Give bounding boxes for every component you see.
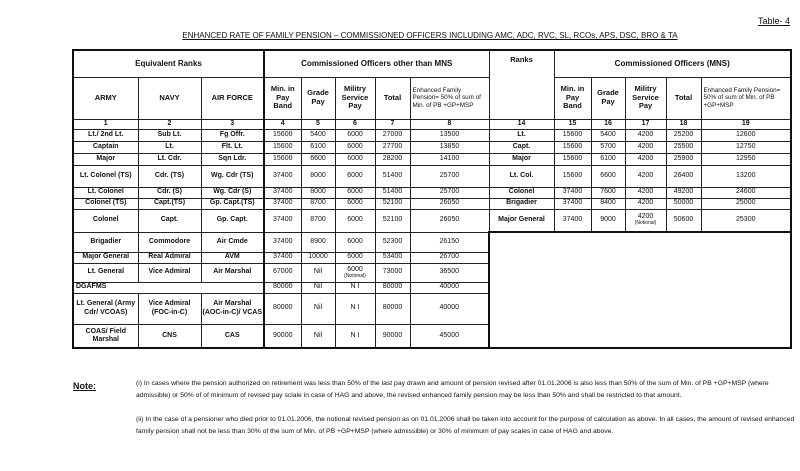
air-force-rank: Wg. Cdr (TS)	[201, 165, 264, 187]
mns-msp-value: 4200	[637, 213, 654, 221]
grade-pay: 8900	[301, 232, 335, 252]
msp: 6000	[335, 209, 375, 232]
col-mns-msp: Militry Service Pay	[625, 77, 666, 119]
enhanced-pension: 40000	[410, 293, 489, 324]
col-grade-pay: Grade Pay	[301, 77, 335, 119]
navy-rank: Sub Lt.	[138, 129, 201, 141]
mns-msp: 4200	[625, 129, 666, 141]
total: 80000	[375, 293, 410, 324]
enhanced-pension: 13850	[410, 141, 489, 153]
grade-pay: Nil	[301, 282, 335, 293]
air-force-rank: Gp. Capt.(TS)	[201, 198, 264, 209]
grade-pay: 8000	[301, 165, 335, 187]
dgafms-label: DGAFMS	[73, 282, 264, 293]
army-rank: Lt. Colonel (TS)	[73, 165, 138, 187]
mns-msp	[625, 209, 666, 232]
total: 73000	[375, 263, 410, 282]
col-number: 19	[701, 119, 791, 129]
table-row	[73, 198, 791, 209]
air-force-rank: Air Cmde	[201, 232, 264, 252]
msp: 6000	[335, 232, 375, 252]
mns-min-pay-band: 15600	[554, 165, 591, 187]
grade-pay: 10000	[301, 252, 335, 263]
table-row	[73, 232, 791, 252]
note-item: (i) In cases where the pension authorized on retirement was less than 50% of the last pay drawn and amount of pension revised after 01.01.2006 is also less than 50% of the sum of Min. of PB +GP+MSP (where admissible) or 50% of of minimum of revised pay sclale in case of HAG and above, the revised enhanced family pension may be less than 50% and shall be restricted to that amount.	[136, 380, 769, 399]
min-pay-band: 37400	[264, 209, 301, 232]
enhanced-pension: 26050	[410, 198, 489, 209]
col-mns-total: Total	[666, 77, 701, 119]
notional-note: (Notional)	[344, 272, 366, 279]
col-number: 4	[264, 119, 301, 129]
table-row	[73, 129, 791, 141]
msp: 6000	[335, 252, 375, 263]
mns-enhanced-pension: 24600	[701, 187, 791, 198]
army-rank: Colonel (TS)	[73, 198, 138, 209]
min-pay-band: 80000	[264, 282, 301, 293]
header-non-mns: Commissioned Officers other than MNS	[264, 50, 489, 77]
col-mns-min-pay-band: Min. in Pay Band	[554, 77, 591, 119]
total: 53400	[375, 252, 410, 263]
air-force-rank: Air Marshal (AOC-in-C)/ VCAS	[201, 293, 264, 324]
mns-min-pay-band: 15600	[554, 129, 591, 141]
notional-note: (Notional)	[634, 220, 657, 227]
army-rank: Captain	[73, 141, 138, 153]
navy-rank: Real Admiral	[138, 252, 201, 263]
navy-rank: Vice Admiral (FOC-in-C)	[138, 293, 201, 324]
min-pay-band: 37400	[264, 252, 301, 263]
min-pay-band: 80000	[264, 293, 301, 324]
table-row	[73, 141, 791, 153]
col-navy: NAVY	[138, 77, 201, 119]
note-label: Note:	[73, 381, 96, 391]
enhanced-pension: 14100	[410, 153, 489, 165]
mns-grade-pay: 7600	[591, 187, 625, 198]
mns-grade-pay: 5700	[591, 141, 625, 153]
col-msp: Militry Service Pay	[335, 77, 375, 119]
army-rank: COAS/ Field Marshal	[73, 324, 138, 348]
page-title: ENHANCED RATE OF FAMILY PENSION – COMMISSIONED OFFICERS INCLUDING AMC, ADC, RVC, SL, RCOs, APS, DSC, BRO & TA	[182, 31, 678, 40]
msp: 6000	[335, 129, 375, 141]
mns-total: 50600	[666, 209, 701, 232]
grade-pay: 8000	[301, 187, 335, 198]
mns-total: 25500	[666, 141, 701, 153]
mns-msp: 4200	[625, 141, 666, 153]
mns-msp: 4200	[625, 198, 666, 209]
mns-min-pay-band: 37400	[554, 198, 591, 209]
msp: 6000	[335, 187, 375, 198]
navy-rank: Capt.	[138, 209, 201, 232]
enhanced-pension: 26050	[410, 209, 489, 232]
mns-min-pay-band: 37400	[554, 187, 591, 198]
col-number: 17	[625, 119, 666, 129]
total: 51400	[375, 187, 410, 198]
navy-rank: Capt.(TS)	[138, 198, 201, 209]
mns-grade-pay: 6100	[591, 153, 625, 165]
enhanced-pension: 40000	[410, 282, 489, 293]
grade-pay: 8700	[301, 198, 335, 209]
navy-rank: Cdr. (TS)	[138, 165, 201, 187]
col-number: 15	[554, 119, 591, 129]
army-rank: Lt. General (Army Cdr/ VCOAS)	[73, 293, 138, 324]
min-pay-band: 90000	[264, 324, 301, 348]
col-mns-grade-pay: Grade Pay	[591, 77, 625, 119]
grade-pay: 8700	[301, 209, 335, 232]
mns-min-pay-band: 37400	[554, 209, 591, 232]
total: 27700	[375, 141, 410, 153]
msp: 6000	[335, 153, 375, 165]
table-row	[73, 165, 791, 187]
empty-mns-area	[489, 232, 791, 348]
air-force-rank: Sqn Ldr.	[201, 153, 264, 165]
min-pay-band: 15600	[264, 153, 301, 165]
col-number: 6	[335, 119, 375, 129]
column-number-row	[73, 119, 791, 129]
mns-enhanced-pension: 25000	[701, 198, 791, 209]
enhanced-pension: 45000	[410, 324, 489, 348]
msp: 6000	[335, 141, 375, 153]
min-pay-band: 37400	[264, 198, 301, 209]
table-row	[73, 153, 791, 165]
col-number: 16	[591, 119, 625, 129]
grade-pay: Nil	[301, 324, 335, 348]
mns-rank: Brigadier	[489, 198, 554, 209]
min-pay-band: 67000	[264, 263, 301, 282]
col-number: 1	[73, 119, 138, 129]
navy-rank: Cdr. (S)	[138, 187, 201, 198]
enhanced-pension: 26150	[410, 232, 489, 252]
mns-msp: 4200	[625, 165, 666, 187]
min-pay-band: 15600	[264, 141, 301, 153]
mns-enhanced-pension: 13200	[701, 165, 791, 187]
air-force-rank: Gp. Capt.	[201, 209, 264, 232]
enhanced-pension: 25700	[410, 165, 489, 187]
col-enhanced-pension: Enhanced Family Pension= 50% of sum of Min. of PB +GP+MSP	[410, 77, 489, 119]
col-number: 5	[301, 119, 335, 129]
total: 52300	[375, 232, 410, 252]
army-rank: Major General	[73, 252, 138, 263]
min-pay-band: 37400	[264, 232, 301, 252]
mns-total: 25200	[666, 129, 701, 141]
enhanced-pension: 13500	[410, 129, 489, 141]
mns-min-pay-band: 15600	[554, 153, 591, 165]
mns-rank: Colonel	[489, 187, 554, 198]
navy-rank: Vice Admiral	[138, 263, 201, 282]
air-force-rank: AVM	[201, 252, 264, 263]
msp: N I	[335, 282, 375, 293]
mns-msp: 4200	[625, 187, 666, 198]
msp: N I	[335, 293, 375, 324]
total: 52100	[375, 198, 410, 209]
min-pay-band: 37400	[264, 187, 301, 198]
army-rank: Major	[73, 153, 138, 165]
msp: 6000	[335, 165, 375, 187]
family-pension-table	[72, 49, 792, 349]
army-rank: Lt. General	[73, 263, 138, 282]
mns-grade-pay: 9000	[591, 209, 625, 232]
navy-rank: CNS	[138, 324, 201, 348]
msp	[335, 263, 375, 282]
col-army: ARMY	[73, 77, 138, 119]
mns-min-pay-band: 15600	[554, 141, 591, 153]
mns-total: 49200	[666, 187, 701, 198]
mns-total: 25900	[666, 153, 701, 165]
enhanced-pension: 26700	[410, 252, 489, 263]
msp: 6000	[335, 198, 375, 209]
col-number: 14	[489, 119, 554, 129]
navy-rank: Lt.	[138, 141, 201, 153]
min-pay-band: 37400	[264, 165, 301, 187]
min-pay-band: 15600	[264, 129, 301, 141]
mns-grade-pay: 8400	[591, 198, 625, 209]
grade-pay: 5400	[301, 129, 335, 141]
mns-enhanced-pension: 12600	[701, 129, 791, 141]
army-rank: Brigadier	[73, 232, 138, 252]
navy-rank: Commodore	[138, 232, 201, 252]
enhanced-pension: 36500	[410, 263, 489, 282]
header-equivalent-ranks: Equivalent Ranks	[73, 50, 264, 77]
col-number: 8	[410, 119, 489, 129]
col-total: Total	[375, 77, 410, 119]
total: 28200	[375, 153, 410, 165]
col-air-force: AIR FORCE	[201, 77, 264, 119]
mns-total: 50000	[666, 198, 701, 209]
col-min-pay-band: Min. in Pay Band	[264, 77, 301, 119]
mns-total: 26400	[666, 165, 701, 187]
grade-pay: 6100	[301, 141, 335, 153]
msp: N I	[335, 324, 375, 348]
total: 52100	[375, 209, 410, 232]
grade-pay: 6600	[301, 153, 335, 165]
mns-enhanced-pension: 12950	[701, 153, 791, 165]
col-mns-enhanced-pension: Enhanced Family Pension= 50% of sum of Min. of PB +GP+MSP	[701, 77, 791, 119]
mns-rank: Major	[489, 153, 554, 165]
army-rank: Lt. Colonel	[73, 187, 138, 198]
mns-msp: 4200	[625, 153, 666, 165]
mns-grade-pay: 5400	[591, 129, 625, 141]
mns-rank: Lt. Col.	[489, 165, 554, 187]
army-rank: Lt./ 2nd Lt.	[73, 129, 138, 141]
note-item: (ii) In the case of a pensioner who died prior to 01.01.2006, the notional revised pension as on 01.01.2006 shall be taken into account for the purpose of calculation as above. In all cases, the amount of revised enhanced family pension shall not be less than 30% of the sum of Min. of PB +GP+MSP (where admissible) or 30% of minimum of pay scales in case of HAG and above.	[136, 416, 795, 435]
mns-enhanced-pension: 25300	[701, 209, 791, 232]
col-number: 18	[666, 119, 701, 129]
total: 80000	[375, 282, 410, 293]
col-number: 2	[138, 119, 201, 129]
grade-pay: Nil	[301, 263, 335, 282]
air-force-rank: Flt. Lt.	[201, 141, 264, 153]
mns-rank: Major General	[489, 209, 554, 232]
col-number: 3	[201, 119, 264, 129]
msp-value: 6000	[347, 265, 363, 273]
navy-rank: Lt. Cdr.	[138, 153, 201, 165]
total: 90000	[375, 324, 410, 348]
mns-enhanced-pension: 12750	[701, 141, 791, 153]
total: 27000	[375, 129, 410, 141]
mns-rank: Lt.	[489, 129, 554, 141]
grade-pay: Nil	[301, 293, 335, 324]
mns-grade-pay: 6600	[591, 165, 625, 187]
table-row	[73, 209, 791, 232]
total: 51400	[375, 165, 410, 187]
air-force-rank: Wg. Cdr (S)	[201, 187, 264, 198]
header-mns: Commissioned Officers (MNS)	[554, 50, 791, 77]
enhanced-pension: 25700	[410, 187, 489, 198]
header-ranks: Ranks	[489, 50, 554, 119]
col-number: 7	[375, 119, 410, 129]
mns-rank: Capt.	[489, 141, 554, 153]
army-rank: Colonel	[73, 209, 138, 232]
table-row	[73, 187, 791, 198]
air-force-rank: Air Marshal	[201, 263, 264, 282]
air-force-rank: CAS	[201, 324, 264, 348]
air-force-rank: Fg Offr.	[201, 129, 264, 141]
table-number: Table- 4	[757, 16, 790, 26]
